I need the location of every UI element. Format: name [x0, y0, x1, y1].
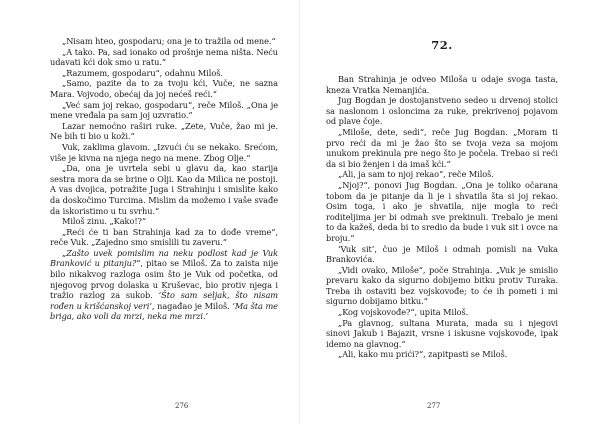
page-number: 276: [175, 402, 189, 410]
paragraph: „A tako. Pa, sad ionako od prošnje nema ništa. Neću udavati kći dok smo u ratu.“: [50, 46, 278, 68]
paragraph: „Miloše, dete, sedi“, reče Jug Bogdan. „Moram ti prvo reći da mi je žao što se tvoja veza sa mojom unukom prekinula pre nego što je počela. Trebao si reći da si bio ženjen i da imaš kći.“: [326, 126, 558, 169]
paragraph: „Ali, ja sam to njoj rekao“, reče Miloš.: [338, 169, 494, 180]
text-run: , nagađao je Miloš.: [151, 300, 233, 311]
paragraph: ‘Vuk sit’, čuo je Miloš i odmah pomisli na Vuka Brankovića.: [326, 243, 558, 265]
paragraph: „Pa glavnog, sultana Murata, mada su i njegovi sinovi Jakub i Bajazit, vrsne i iskusne vojskovođe, ipak idemo na glavnog.“: [326, 317, 558, 349]
right-page: [300, 0, 600, 424]
paragraph: Jug Bogdan je dostojanstveno sedeo u drvenoj stolici sa naslonom i osloncima za ruke, prekrivenoj pojavom od plave čoje.: [326, 95, 558, 127]
chapter-title: 72.: [431, 38, 453, 52]
paragraph: „Vidi ovako, Miloše“, poče Strahinja. „Vuk je smislio prevaru kako da sigurno dobijemo bitku protiv Turaka. Treba ih ostaviti bez vojskovođe; to će ih pometi i mi sigurno dobijamo bitku.“: [326, 264, 558, 307]
paragraph: „Ali, kako mu prići?“, zapitpasti se Miloš.: [338, 349, 508, 360]
page-number: 277: [427, 402, 441, 410]
paragraph: „Da, ona je uvrtela sebi u glavu da, kao starija sestra mora da se brine o Olji. Kao da Milica ne postoji. A vas dvojica, potražite Juga i Strahinju i smislite kako da doskočimo Turcima. Mislim da možemo i vaše svađe da iskoristimo u tu svrhu.“: [50, 163, 278, 216]
paragraph: „Već sam joj rekao, gospodaru“, reče Miloš. „Ona je mene vređala pa sam joj uzvratio.“: [50, 99, 278, 121]
paragraph: Miloš zinu. „Kako!?“: [62, 216, 147, 227]
paragraph: Lazar nemoćno raširi ruke. „Zete, Vuče, žao mi je. Ne bih ti bio u koži.“: [50, 120, 278, 142]
paragraph: Vuk, zaklima glavom. „Izvući ću se nekako. Srećom, više je kivna na njega nego na mene. Zbog Olje.“: [50, 141, 278, 163]
paragraph: „Nisam hteo, gospodaru; ona je to tražila od mene.“: [62, 36, 276, 46]
paragraph: „Razumem, gospodaru“, odahnu Miloš.: [62, 67, 223, 78]
text-run: “, pitao se Miloš. Za to zaista nije bilo nikakvog razloga osim što je Vuk od početka, od njegovog prvog dolaska u Kruševac, bio protiv njega i tražio razlog za sukob.: [50, 258, 278, 301]
quote-open: „: [62, 247, 67, 258]
paragraph: „Njoj?“, ponovi Jug Bogdan. „Ona je toliko očarana tobom da je pitanje da li je i shvatila šta si joj rekao. Osim toga, i ako je shvatila, nije mogla to reći roditeljima jer bi odmah sve prekinuli. Trebalo je meni to da kažeš, deda bi to sredio da bude i vuk sit i ovce na broju.“: [326, 179, 558, 243]
paragraph: „Reći će ti ban Strahinja kad za to dođe vreme“, reče Vuk. „Zajedno smo smislili tu zaveru.“: [50, 226, 278, 248]
italic-thought: Zašto uvek pomislim na neku podlost kad je Vuk Branković u pitanju?: [50, 247, 278, 269]
italic-thought: ‘Ma šta me briga, ako voli da mrzi, neka me mrzi.’: [50, 300, 278, 322]
paragraph-italic-mixed: [50, 248, 278, 322]
paragraph: Ban Strahinja je odveo Miloša u odaje svoga tasta, kneza Vratka Nemanjića.: [326, 74, 558, 95]
italic-thought: ‘Što sam seljak, što nisam rođen u krišćanskoj veri’: [50, 290, 278, 311]
paragraph: „Kog vojskovođe?“, upita Miloš.: [338, 307, 469, 318]
paragraph: „Samo, pazite da to za tvoju kći, Vuče, ne sazna Mara. Vojvodo, obećaj da joj nećeš reći.“: [50, 78, 278, 99]
